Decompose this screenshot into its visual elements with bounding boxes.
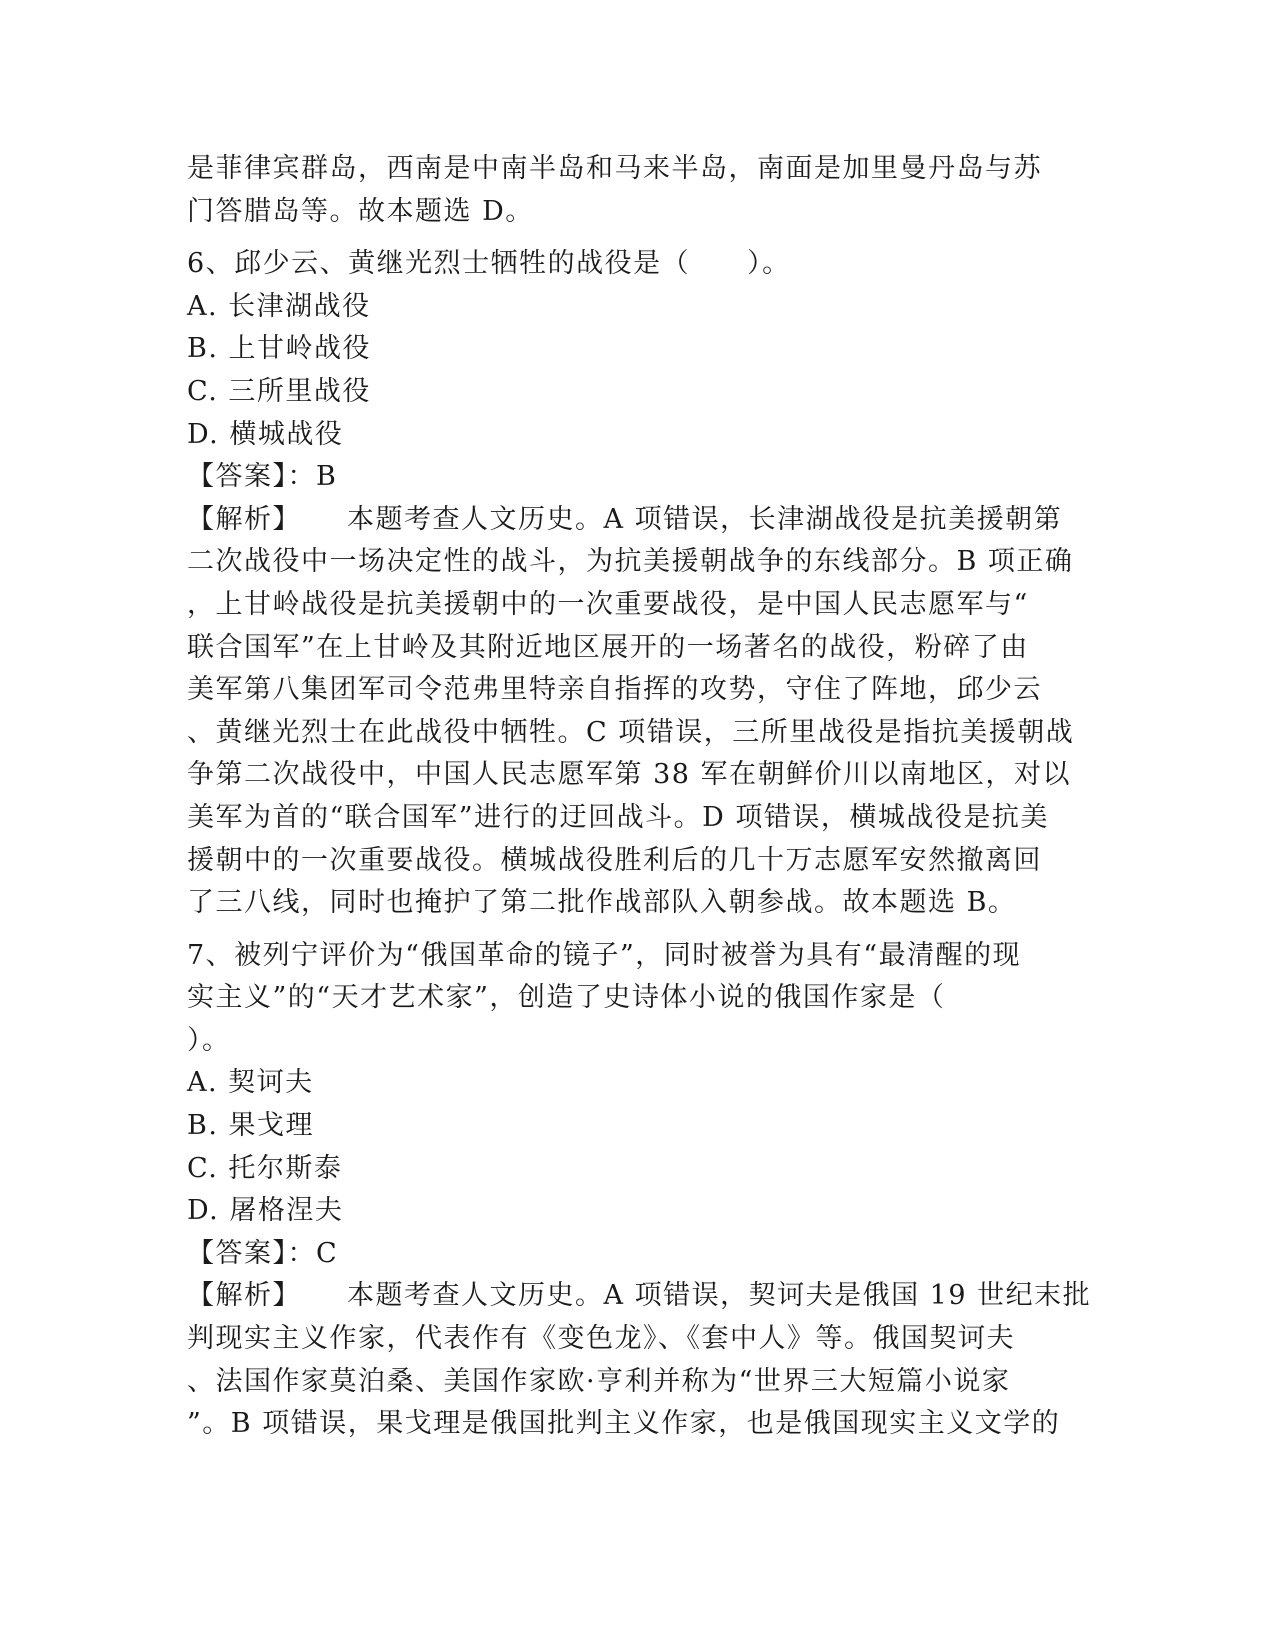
option-a: A. 契诃夫 <box>187 1067 314 1099</box>
question-7-stem: ）。 <box>187 1024 231 1056</box>
analysis-line: 联合国军”在上甘岭及其附近地区展开的一场著名的战役，粉碎了由 <box>187 631 1029 663</box>
answer-line <box>187 1233 1087 1276</box>
analysis-line: 、黄继光烈士在此战役中牺牲。C 项错误，三所里战役是指抗美援朝战 <box>187 716 1075 748</box>
option-d: D. 屠格涅夫 <box>187 1195 344 1227</box>
option-b: B. 果戈理 <box>187 1110 315 1142</box>
answer-value: B <box>316 461 338 493</box>
analysis-line: 判现实主义作家，代表作有《变色龙》、《套中人》等。俄国契诃夫 <box>187 1323 1015 1355</box>
analysis-label: 【解析】 <box>187 503 301 535</box>
question-7 <box>187 935 1092 1446</box>
answer-value: C <box>316 1237 339 1269</box>
analysis-line: ”。B 项错误，果戈理是俄国批判主义作家，也是俄国现实主义文学的 <box>187 1408 1061 1440</box>
text-line: 门答腊岛等。故本题选 D。 <box>187 195 534 227</box>
option-a: A. 长津湖战役 <box>187 290 371 322</box>
analysis-line: ，上甘岭战役是抗美援朝中的一次重要战役，是中国人民志愿军与“ <box>187 588 1029 620</box>
analysis-label: 【解析】 <box>187 1280 301 1312</box>
analysis-line: 二次战役中一场决定性的战斗，为抗美援朝战争的东线部分。B 项正确 <box>187 546 1074 578</box>
question-7-stem: 实主义”的“天才艺术家”，创造了史诗体小说的俄国作家是（ <box>187 982 946 1014</box>
document-page <box>187 148 1092 1446</box>
option-b: B. 上甘岭战役 <box>187 333 372 365</box>
analysis-text: 本题考查人文历史。A 项错误，契诃夫是俄国 19 世纪末批 <box>347 1280 1092 1312</box>
analysis-line: 援朝中的一次重要战役。横城战役胜利后的几十万志愿军安然撤离回 <box>187 844 1042 876</box>
answer-line <box>187 456 1087 499</box>
text-line: 是菲律宾群岛，西南是中南半岛和马来半岛，南面是加里曼丹岛与苏 <box>187 153 1042 184</box>
analysis-line: 美军为首的“联合国军”进行的迂回战斗。D 项错误，横城战役是抗美 <box>187 801 1049 833</box>
option-d: D. 横城战役 <box>187 418 344 450</box>
analysis-line: 争第二次战役中，中国人民志愿军第 38 军在朝鲜价川以南地区，对以 <box>187 759 1072 791</box>
analysis-first-line <box>187 1275 1092 1318</box>
analysis-line: 美军第八集团军司令范弗里特亲自指挥的攻势，守住了阵地，邱少云 <box>187 674 1042 706</box>
question-6 <box>187 243 1087 925</box>
intro-paragraph <box>187 148 1087 233</box>
question-7-stem: 7、被列宁评价为“俄国革命的镜子”，同时被誉为具有“最清醒的现 <box>187 939 1022 971</box>
question-6-stem: 6、邱少云、黄继光烈士牺牲的战役是（ ）。 <box>187 248 791 280</box>
analysis-first-line <box>187 499 1087 542</box>
option-c: C. 托尔斯泰 <box>187 1152 343 1184</box>
analysis-line: 了三八线，同时也掩护了第二批作战部队入朝参战。故本题选 B。 <box>187 887 1017 919</box>
answer-label: 【答案】： <box>187 1237 316 1269</box>
analysis-line: 、法国作家莫泊桑、美国作家欧·亨利并称为“世界三大短篇小说家 <box>187 1365 1011 1397</box>
analysis-text: 本题考查人文历史。A 项错误，长津湖战役是抗美援朝第 <box>347 503 1063 535</box>
answer-label: 【答案】： <box>187 461 316 493</box>
option-c: C. 三所里战役 <box>187 375 371 407</box>
